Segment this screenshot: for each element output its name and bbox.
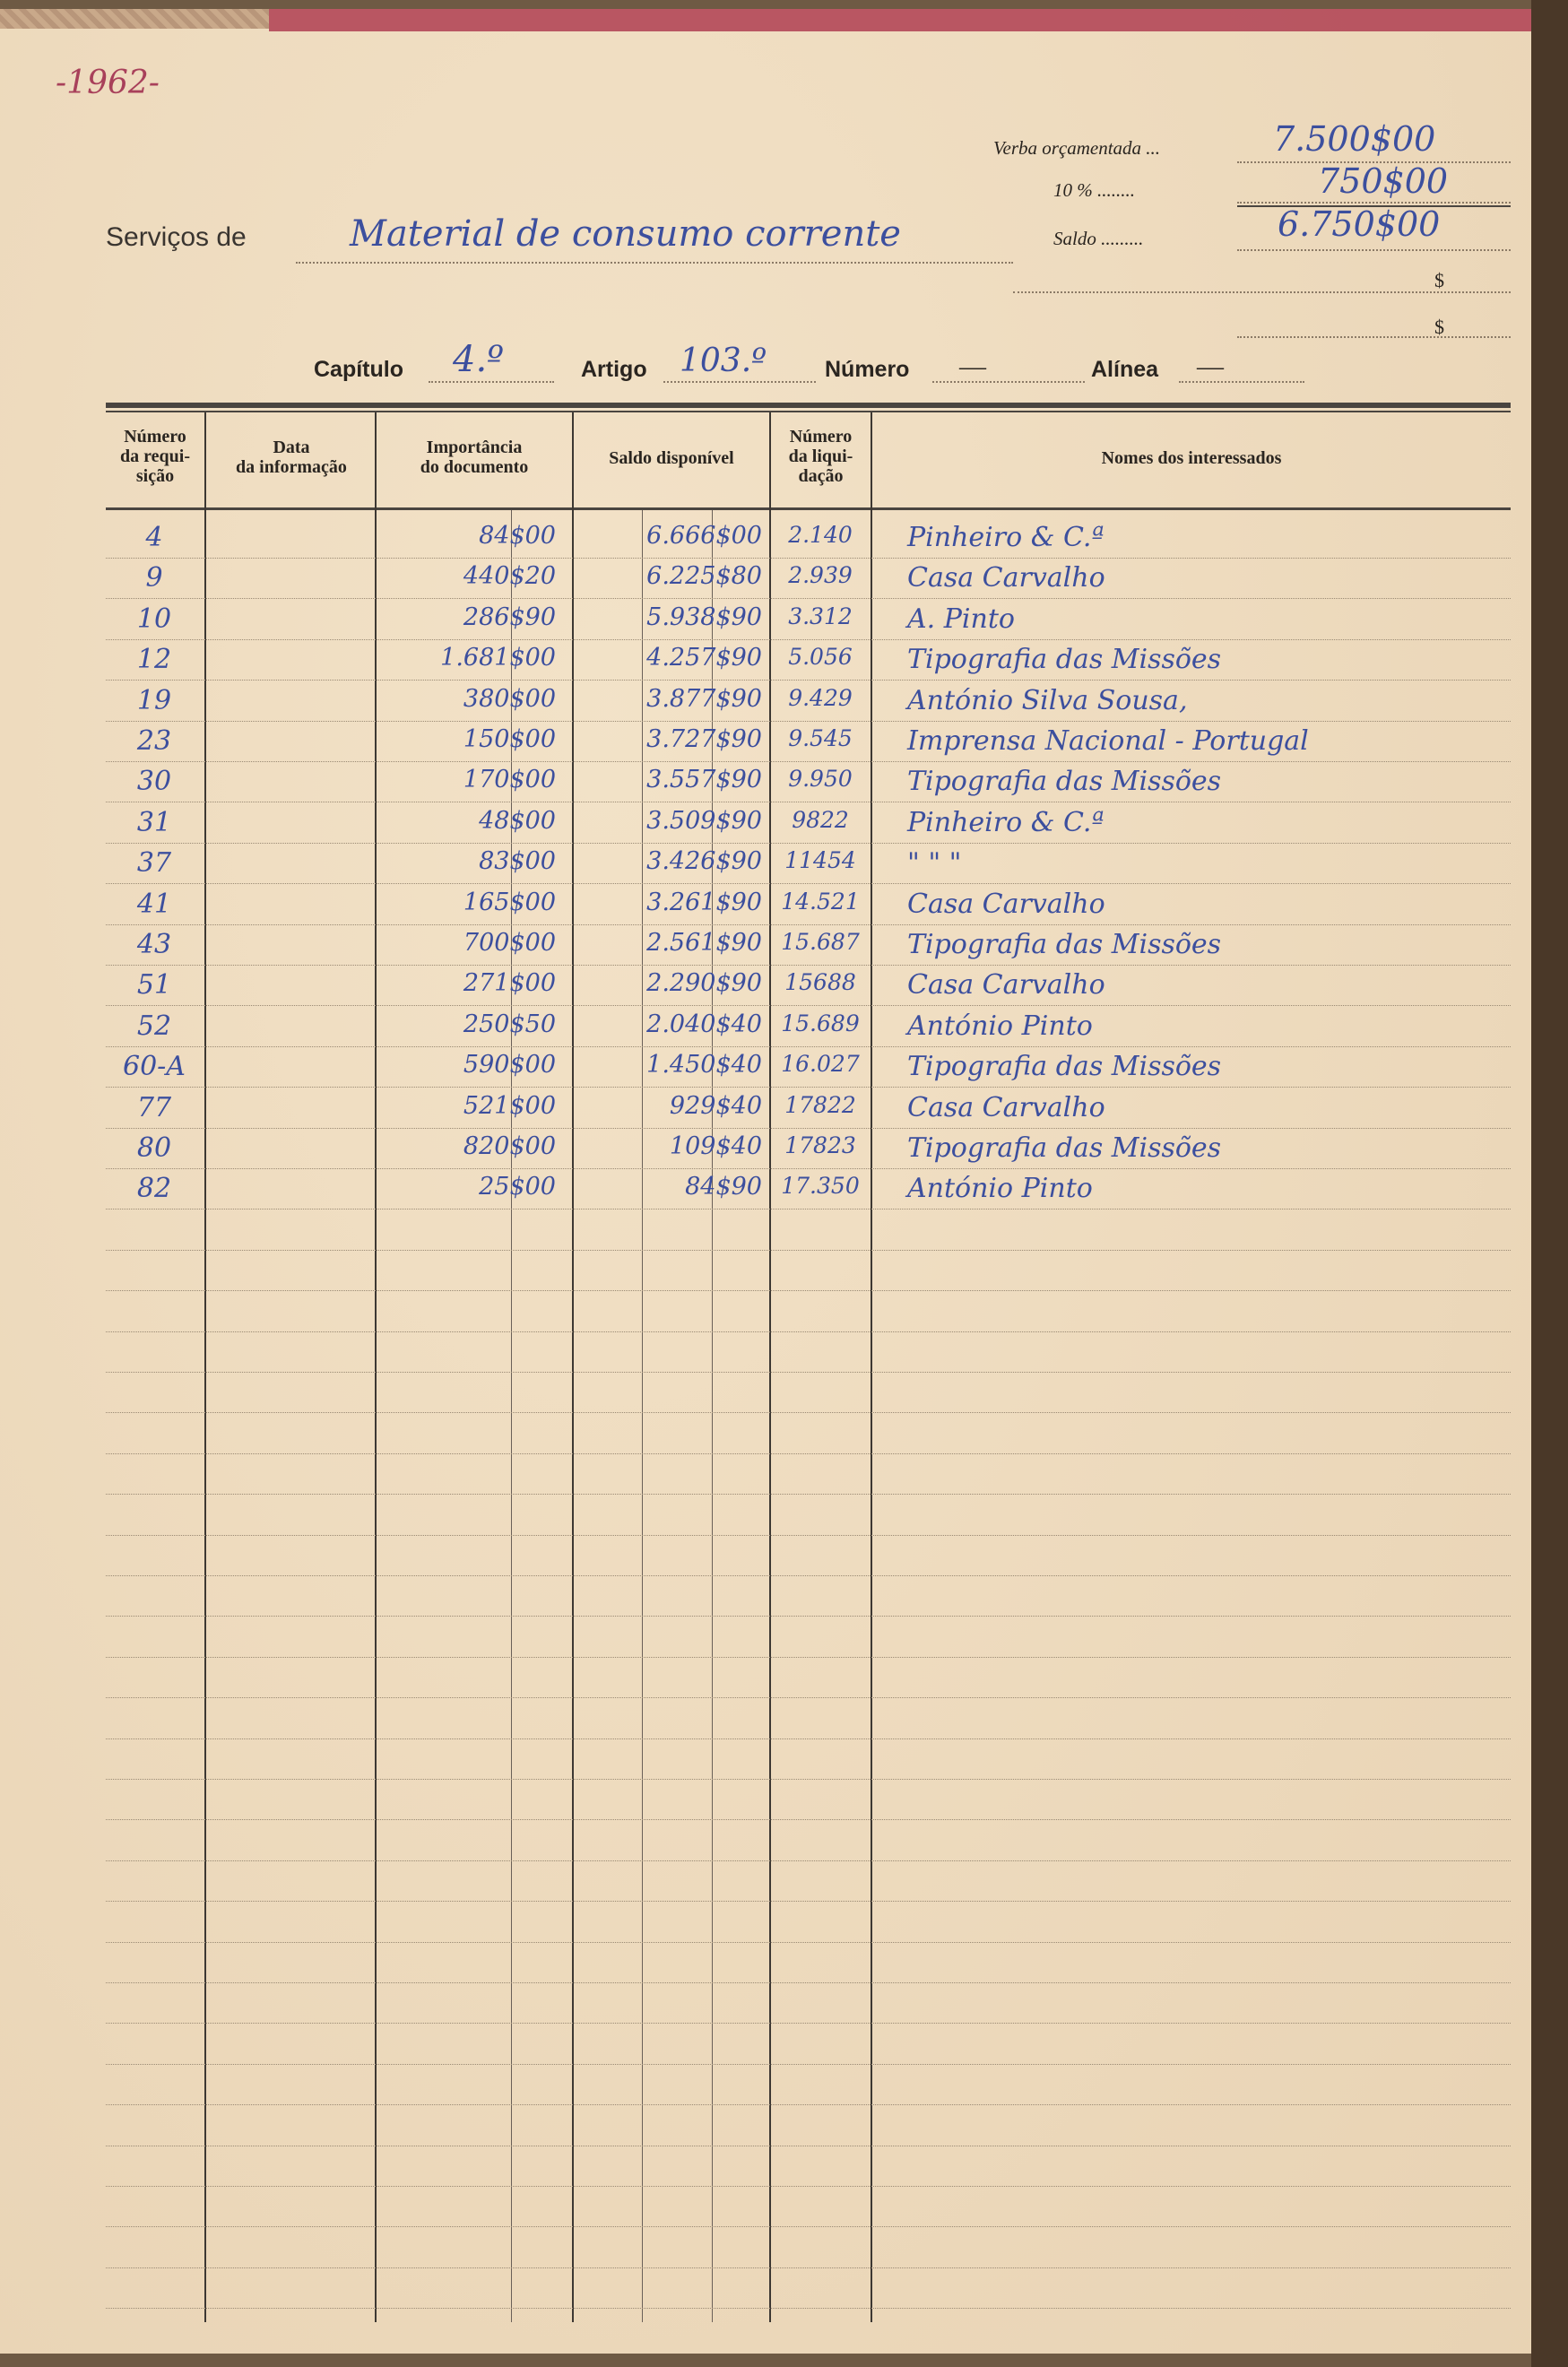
services-label: Serviços de <box>106 222 247 252</box>
cell-saldo: 929$40 <box>669 1092 762 1120</box>
ruled-line <box>106 2104 1511 2105</box>
capitulo-label: Capítulo <box>314 357 403 382</box>
ruled-line <box>106 1005 1511 1006</box>
cell-importancia: 25$00 <box>479 1173 556 1201</box>
cell-req: 10 <box>136 603 172 635</box>
extra-line-2 <box>1237 336 1511 338</box>
cell-nome: Imprensa Nacional - Portugal <box>907 725 1309 757</box>
ruled-line <box>106 558 1511 559</box>
saldo-label: Saldo ......... <box>1053 228 1144 249</box>
cell-req: 4 <box>145 522 163 553</box>
cell-liquidacao: 5.056 <box>788 644 853 670</box>
ruled-line <box>106 1087 1511 1088</box>
cell-saldo: 3.509$90 <box>646 807 762 835</box>
header-nomes: Nomes dos interessados <box>1101 448 1282 468</box>
alinea-label: Alínea <box>1091 357 1159 382</box>
ruled-line <box>106 883 1511 884</box>
header-importancia: Importância do documento <box>420 438 529 477</box>
cell-importancia: 700$00 <box>463 929 556 957</box>
ruled-line <box>106 1372 1511 1373</box>
header-saldo: Saldo disponível <box>609 448 734 468</box>
ruled-line <box>106 1819 1511 1820</box>
cell-req: 51 <box>136 969 172 1001</box>
cell-importancia: 820$00 <box>463 1132 556 1160</box>
table-header-bottom-rule <box>106 507 1511 510</box>
cell-saldo: 3.877$90 <box>646 685 762 713</box>
col-line-5 <box>871 412 872 2322</box>
ruled-line <box>106 2267 1511 2268</box>
cell-nome: António Silva Sousa, <box>907 685 1188 716</box>
ruled-line <box>106 2308 1511 2309</box>
cell-liquidacao: 9.429 <box>788 685 853 711</box>
cell-nome: Casa Carvalho <box>907 1092 1105 1123</box>
saldo-line <box>1237 249 1511 251</box>
cell-nome: Casa Carvalho <box>907 562 1105 594</box>
saldo-value: 6.750$00 <box>1278 204 1441 244</box>
cell-nome: Casa Carvalho <box>907 889 1105 920</box>
cell-nome: Casa Carvalho <box>907 969 1105 1001</box>
cell-saldo: 5.938$90 <box>646 603 762 631</box>
ruled-line <box>106 1168 1511 1169</box>
cell-nome: A. Pinto <box>907 603 1015 635</box>
ruled-line <box>106 843 1511 844</box>
table-top-rule-thin <box>106 411 1511 412</box>
ruled-line <box>106 1535 1511 1536</box>
ruled-line <box>106 1738 1511 1739</box>
ruled-line <box>106 1209 1511 1210</box>
cell-saldo: 1.450$40 <box>646 1051 762 1079</box>
cell-nome: Pinheiro & C.ª <box>907 522 1105 553</box>
cell-liquidacao: 11454 <box>784 847 856 873</box>
cell-importancia: 165$00 <box>463 889 556 916</box>
cell-liquidacao: 17.350 <box>781 1173 860 1199</box>
cell-saldo: 2.561$90 <box>646 929 762 957</box>
cell-req: 52 <box>136 1010 172 1042</box>
ruled-line <box>106 721 1511 722</box>
ruled-line <box>106 1494 1511 1495</box>
cell-liquidacao: 15688 <box>784 969 856 995</box>
cell-saldo: 3.426$90 <box>646 847 762 875</box>
ruled-line <box>106 2023 1511 2024</box>
services-line <box>296 262 1013 264</box>
currency-sign-2: $ <box>1434 316 1444 338</box>
numero-label: Número <box>825 357 910 382</box>
cell-importancia: 250$50 <box>463 1010 556 1038</box>
cell-importancia: 83$00 <box>479 847 556 875</box>
currency-sign-1: $ <box>1434 269 1444 291</box>
cell-liquidacao: 14.521 <box>781 889 860 915</box>
col-line-1 <box>204 412 206 2322</box>
cell-nome: " " " <box>907 847 962 879</box>
cell-liquidacao: 15.689 <box>781 1010 860 1036</box>
cell-liquidacao: 16.027 <box>781 1051 860 1077</box>
capitulo-value: 4.º <box>453 339 504 380</box>
ruled-line <box>106 2064 1511 2065</box>
cell-req: 19 <box>136 685 172 716</box>
header-req: Número da requi- sição <box>120 427 190 486</box>
ruled-line <box>106 598 1511 599</box>
verba-label: Verba orçamentada ... <box>993 137 1161 159</box>
ruled-line <box>106 1128 1511 1129</box>
cell-liquidacao: 9.950 <box>788 766 853 792</box>
pct-label: 10 % ........ <box>1053 179 1135 201</box>
cell-saldo: 6.666$00 <box>646 522 762 550</box>
numero-value: — <box>959 351 986 381</box>
cell-liquidacao: 17822 <box>784 1092 856 1118</box>
table-top-rule-thick <box>106 403 1511 408</box>
cell-liquidacao: 9.545 <box>788 725 853 751</box>
ruled-line <box>106 680 1511 681</box>
header-liquidacao: Número da liqui- dação <box>788 427 853 486</box>
cell-req: 31 <box>136 807 172 838</box>
verba-value: 7.500$00 <box>1273 119 1436 159</box>
alinea-value: — <box>1197 351 1224 381</box>
cell-req: 80 <box>136 1132 172 1164</box>
cell-liquidacao: 3.312 <box>788 603 853 629</box>
pct-line <box>1237 202 1511 204</box>
cell-nome: Tipografia das Missões <box>907 1132 1222 1164</box>
cell-saldo: 2.290$90 <box>646 969 762 997</box>
ruled-line <box>106 1250 1511 1251</box>
cell-req: 43 <box>136 929 172 960</box>
cell-importancia: 521$00 <box>463 1092 556 1120</box>
cell-nome: Pinheiro & C.ª <box>907 807 1105 838</box>
cell-saldo: 109$40 <box>669 1132 762 1160</box>
cell-liquidacao: 15.687 <box>781 929 860 955</box>
artigo-label: Artigo <box>581 357 647 382</box>
cell-req: 30 <box>136 766 172 797</box>
cell-importancia: 150$00 <box>463 725 556 753</box>
cell-nome: António Pinto <box>907 1173 1093 1204</box>
ruled-line <box>106 1412 1511 1413</box>
cell-importancia: 1.681$00 <box>440 644 556 672</box>
cell-importancia: 380$00 <box>463 685 556 713</box>
cell-nome: Tipografia das Missões <box>907 766 1222 797</box>
cell-nome: Tipografia das Missões <box>907 644 1222 675</box>
ruled-line <box>106 1616 1511 1617</box>
ruled-line <box>106 1046 1511 1047</box>
pct-value: 750$00 <box>1318 161 1449 201</box>
ruled-line <box>106 1697 1511 1698</box>
cell-req: 60-A <box>123 1051 186 1082</box>
cell-req: 12 <box>136 644 172 675</box>
cell-saldo: 2.040$40 <box>646 1010 762 1038</box>
capitulo-line <box>429 381 554 383</box>
cell-req: 37 <box>136 847 172 879</box>
services-value: Material de consumo corrente <box>350 213 901 255</box>
cell-importancia: 286$90 <box>463 603 556 631</box>
ruled-line <box>106 1657 1511 1658</box>
numero-line <box>932 381 1085 383</box>
ruled-line <box>106 1860 1511 1861</box>
ruled-line <box>106 1901 1511 1902</box>
ruled-line <box>106 639 1511 640</box>
header-data: Data da informação <box>236 438 347 477</box>
cell-nome: Tipografia das Missões <box>907 929 1222 960</box>
cell-req: 23 <box>136 725 172 757</box>
ruled-line <box>106 1779 1511 1780</box>
cell-liquidacao: 2.140 <box>788 522 853 548</box>
ruled-line <box>106 1453 1511 1454</box>
ruled-line <box>106 1575 1511 1576</box>
cell-importancia: 271$00 <box>463 969 556 997</box>
cell-saldo: 3.261$90 <box>646 889 762 916</box>
ruled-line <box>106 2226 1511 2227</box>
ruled-line <box>106 965 1511 966</box>
cell-liquidacao: 2.939 <box>788 562 853 588</box>
ruled-line <box>106 924 1511 925</box>
cell-saldo: 3.727$90 <box>646 725 762 753</box>
cell-saldo: 4.257$90 <box>646 644 762 672</box>
ruled-line <box>106 761 1511 762</box>
artigo-line <box>663 381 816 383</box>
cell-nome: António Pinto <box>907 1010 1093 1042</box>
cell-req: 9 <box>145 562 163 594</box>
binding-strip <box>0 9 269 29</box>
cell-saldo: 6.225$80 <box>646 562 762 590</box>
cell-importancia: 590$00 <box>463 1051 556 1079</box>
cell-nome: Tipografia das Missões <box>907 1051 1222 1082</box>
ruled-line <box>106 1331 1511 1332</box>
cell-req: 41 <box>136 889 172 920</box>
artigo-value: 103.º <box>680 342 767 379</box>
cell-importancia: 48$00 <box>479 807 556 835</box>
cell-importancia: 440$20 <box>463 562 556 590</box>
cell-saldo: 3.557$90 <box>646 766 762 793</box>
year-note: -1962- <box>56 65 160 101</box>
cell-saldo: 84$90 <box>685 1173 762 1201</box>
ruled-line <box>106 1290 1511 1291</box>
cell-importancia: 84$00 <box>479 522 556 550</box>
ruled-line <box>106 2186 1511 2187</box>
ruled-line <box>106 1942 1511 1943</box>
ruled-line <box>106 1982 1511 1983</box>
cell-liquidacao: 17823 <box>784 1132 856 1158</box>
cell-req: 77 <box>136 1092 172 1123</box>
book-edge <box>1531 0 1568 2367</box>
cell-req: 82 <box>136 1173 172 1204</box>
cell-liquidacao: 9822 <box>792 807 849 833</box>
binding-band <box>269 9 1531 31</box>
cell-importancia: 170$00 <box>463 766 556 793</box>
